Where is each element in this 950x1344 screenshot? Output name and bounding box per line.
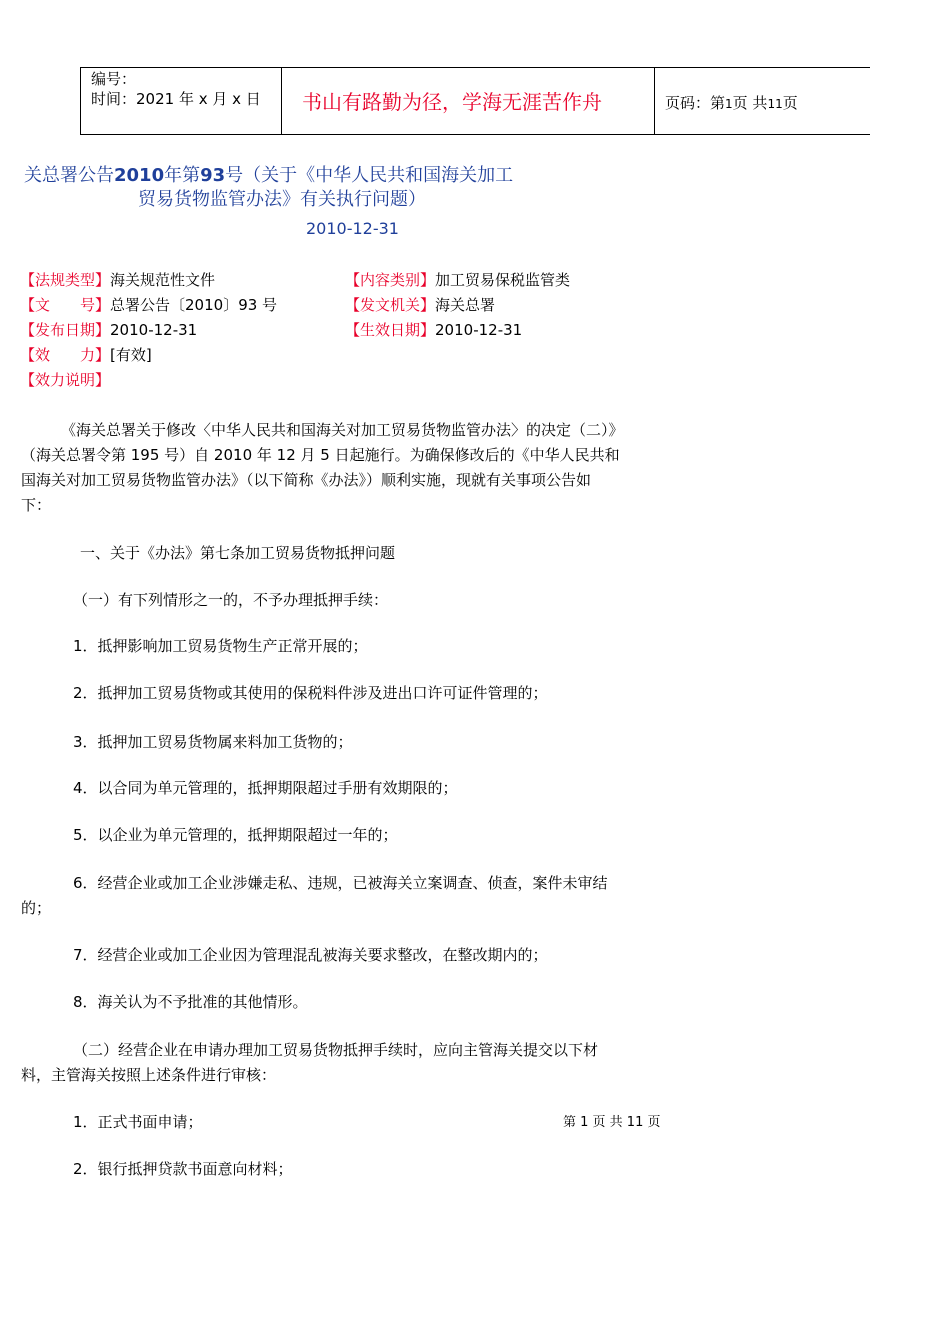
header-page-number: [665, 93, 798, 114]
subsection-2: （二）经营企业在申请办理加工贸易货物抵押手续时，应向主管海关提交以下材: [73, 1041, 599, 1059]
header-table: [80, 67, 870, 135]
list-item: 4．以合同为单元管理的，抵押期限超过手册有效期限的；: [73, 779, 458, 797]
subsection-1: （一）有下列情形之一的，不予办理抵押手续：: [73, 591, 389, 609]
header-motto-cell: [282, 68, 655, 134]
meta-effective-date-value: 2010-12-31: [435, 321, 523, 339]
title-part-a: 关总署公告: [24, 165, 114, 186]
list-item: 1．抵押影响加工贸易货物生产正常开展的；: [73, 637, 368, 655]
header-page-current: 1: [725, 97, 733, 111]
subsection-2-continuation: 料，主管海关按照上述条件进行审核：: [21, 1066, 277, 1084]
meta-effective-date: [345, 320, 522, 340]
meta-content-category-value: 加工贸易保税监管类: [435, 271, 571, 289]
header-time: 时间：2021 年 x 月 x 日: [91, 90, 261, 108]
title-part-b: 年第: [164, 165, 201, 186]
intro-line-2: （海关总署令第 195 号）自 2010 年 12 月 5 日起施行。为确保修改后的《中华人民共和: [21, 446, 620, 464]
list-item: 8．海关认为不予批准的其他情形。: [73, 993, 308, 1011]
list-item: 2．银行抵押贷款书面意向材料；: [73, 1160, 293, 1178]
meta-issuer-value: 海关总署: [435, 296, 496, 314]
list-item: 2．抵押加工贸易货物或其使用的保税料件涉及进出口许可证件管理的；: [73, 684, 548, 702]
intro-line-1: 《海关总署关于修改〈中华人民共和国海关对加工贸易货物监管办法〉的决定（二）》: [61, 421, 624, 439]
header-motto: 书山有路勤为径，学海无涯苦作舟: [302, 90, 602, 114]
meta-content-category: [345, 270, 570, 290]
document-title-line2: 贸易货物监管办法》有关执行问题）: [138, 189, 426, 210]
meta-validity-note-label: 【效力说明】: [20, 371, 111, 389]
intro-line-3: 国海关对加工贸易货物监管办法》（以下简称《办法》）顺利实施，现就有关事项公告如: [21, 471, 592, 489]
meta-doc-number-label: 【文 号】: [20, 296, 111, 314]
title-number: 93: [200, 165, 226, 186]
meta-law-type-value: 海关规范性文件: [110, 271, 216, 289]
list-item: 1．正式书面申请；: [73, 1113, 203, 1131]
meta-validity-label: 【效 力】: [20, 346, 111, 364]
header-number: 编号：: [91, 70, 137, 88]
meta-doc-number: [20, 295, 277, 315]
meta-issuer-label: 【发文机关】: [345, 296, 436, 314]
list-item: 7．经营企业或加工企业因为管理混乱被海关要求整改，在整改期内的；: [73, 946, 548, 964]
meta-doc-number-value: 总署公告〔2010〕93 号: [110, 296, 278, 314]
list-item: 5．以企业为单元管理的，抵押期限超过一年的；: [73, 826, 398, 844]
title-year: 2010: [114, 165, 165, 186]
meta-publish-date: [20, 320, 197, 340]
header-page-total: 11: [767, 97, 783, 111]
meta-law-type-label: 【法规类型】: [20, 271, 111, 289]
meta-content-category-label: 【内容类别】: [345, 271, 436, 289]
list-item-continuation: 的；: [21, 899, 52, 917]
meta-law-type: [20, 270, 215, 290]
footer-page-number: 第 1 页 共 11 页: [563, 1115, 661, 1130]
meta-validity-value: [有效]: [110, 346, 152, 364]
meta-publish-date-label: 【发布日期】: [20, 321, 111, 339]
list-item: 3．抵押加工贸易货物属来料加工货物的；: [73, 733, 353, 751]
header-page-mid: 页 共: [732, 94, 768, 112]
document-title-line1: [24, 164, 513, 188]
meta-publish-date-value: 2010-12-31: [110, 321, 198, 339]
meta-issuer: [345, 295, 495, 315]
intro-line-4: 下：: [21, 496, 52, 514]
header-page-prefix: 页码：第: [665, 94, 726, 112]
meta-validity-note: [20, 370, 110, 390]
list-item: 6．经营企业或加工企业涉嫌走私、违规，已被海关立案调查、侦查，案件未审结: [73, 874, 608, 892]
meta-effective-date-label: 【生效日期】: [345, 321, 436, 339]
title-part-c: 号（关于《中华人民共和国海关加工: [225, 165, 514, 186]
document-date: 2010-12-31: [306, 219, 399, 238]
header-left-cell: [81, 68, 282, 134]
section-heading-1: 一、关于《办法》第七条加工贸易货物抵押问题: [80, 544, 396, 562]
header-page-suffix: 页: [782, 94, 798, 112]
header-page-cell: [655, 68, 871, 134]
meta-validity: [20, 345, 152, 365]
